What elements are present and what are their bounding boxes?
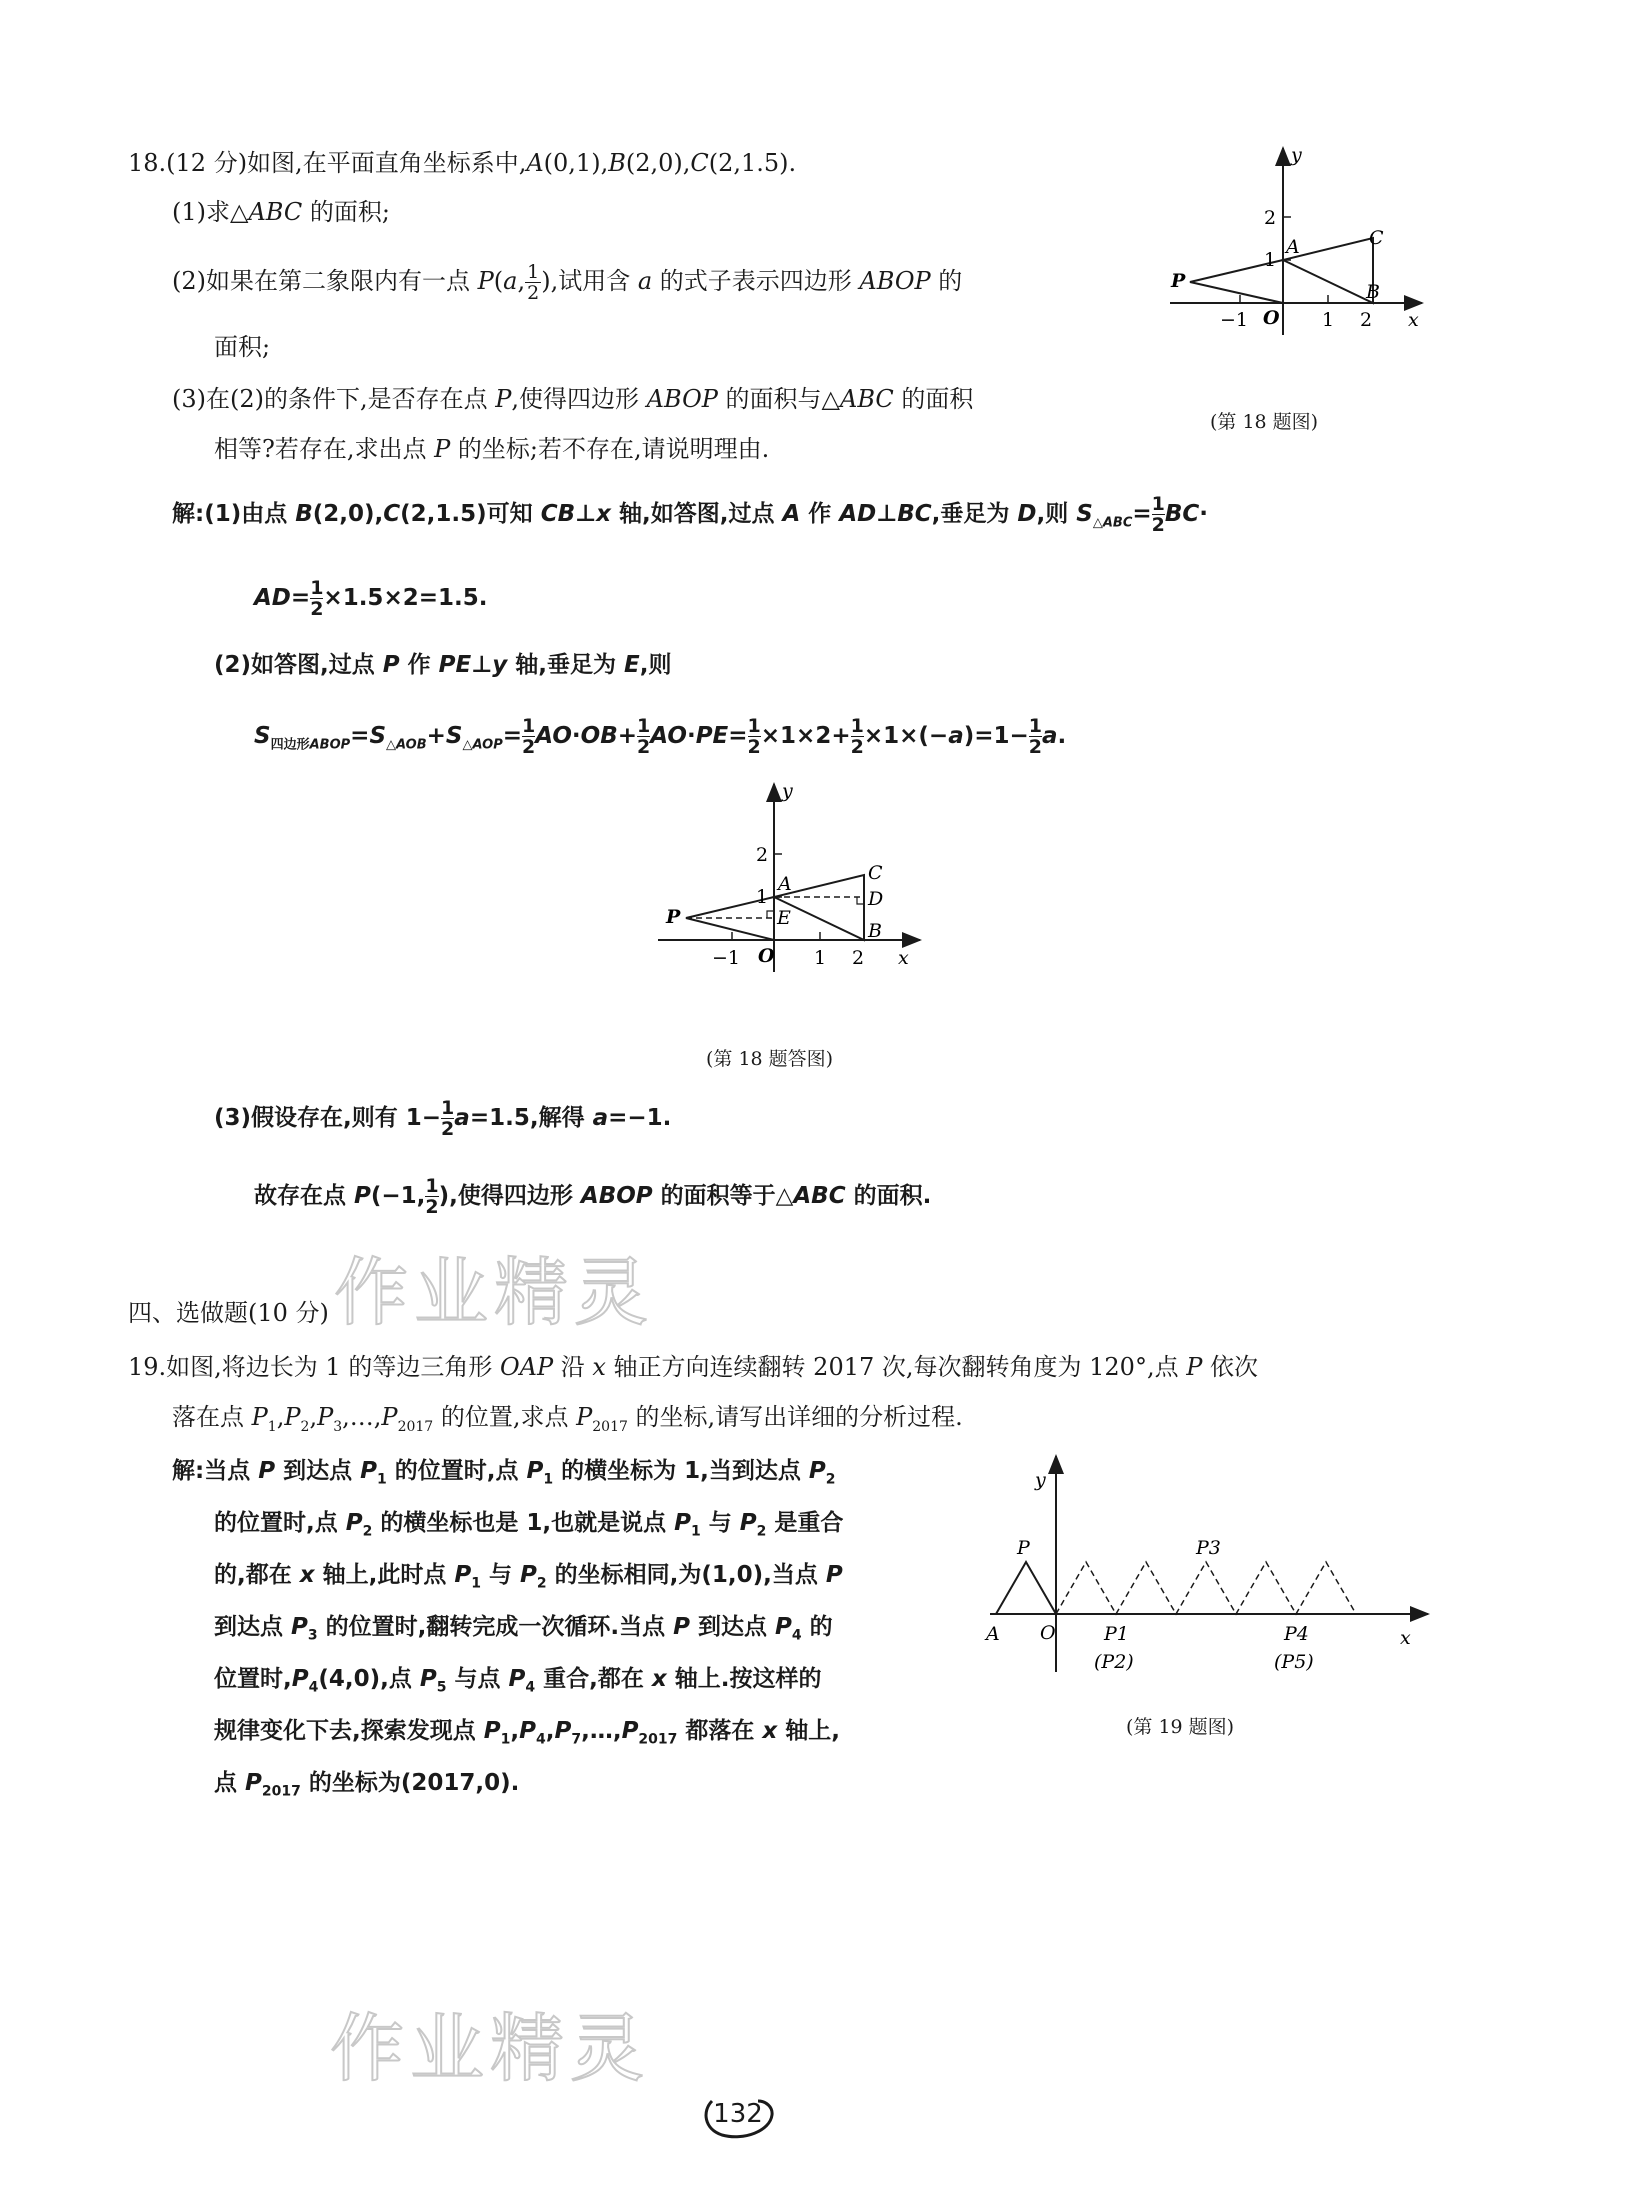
q18-sub2a: (2)如果在第二象限内有一点 P(a, $\frac{1}{2}$ ),试用含 a 的式子表示四边形 ABOP 的 [172,261,963,304]
fig18-tick-x2: 2 [1360,309,1373,331]
q19-sol-6: 规律变化下去,探索发现点 $P_1,P_4,P_7,\dots,P_{2017}$ 都落在 x 轴上, [214,1718,840,1748]
q19-sol-7: 点 $P_{2017}$ 的坐标为(2017,0). [214,1770,520,1800]
q18-sub2b: 面积; [214,333,271,361]
fig19-o: O [1040,1622,1056,1644]
fig18a-e: E [777,907,791,929]
fig18a-tick-y2: 2 [756,844,769,866]
fig18a-c: C [868,862,883,884]
q19-stem1: 19.如图,将边长为 1 的等边三角形 OAP 沿 x 轴正方向连续翻转 2017 次,每次翻转角度为 120°,点 P 依次 [128,1353,1259,1381]
q18-sub1: (1)求△ABC 的面积; [172,198,390,226]
figure-18 [1160,140,1440,340]
fig18a-tick-x1: 1 [814,947,827,969]
fig18-caption: (第 18 题图) [1210,411,1319,433]
fig18-b: B [1366,281,1380,303]
q19-sol-4: 到达点 $P_3$ 的位置时,翻转完成一次循环.当点 P 到达点 $P_4$ 的 [214,1614,833,1644]
fig18-p: P [1171,270,1186,292]
fig18-tick-x1: 1 [1322,309,1335,331]
section4-title: 四、选做题(10 分) [128,1299,329,1327]
q18-sub3a: (3)在(2)的条件下,是否存在点 P,使得四边形 ABOP 的面积与△ABC 的面积 [172,385,974,413]
fig18a-d: D [868,888,884,910]
fig18a-o: O [758,945,775,967]
q19-sol-2: 的位置时,点 $P_2$ 的横坐标也是 1,也就是说点 $P_1$ 与 $P_2$ 是重合 [214,1510,844,1540]
fig18a-tick-x2: 2 [852,947,865,969]
fig19-caption: (第 19 题图) [1126,1716,1235,1738]
q18-sol2b: $S_{四边形ABOP}=S_{\triangle AOB}+S_{\triangle AOP}=$ $\frac{1}{2}$ AO·OB+ $\frac{1}{2}$ AO·PE= $\frac{1}{2}$ ×1×2+ $\frac{1}{2}$ ×1×(−a)=1− $\frac{1}{2}$ a. [254,715,1067,758]
fig18a-p: P [666,906,681,928]
figure-18-answer [650,776,930,976]
fig18a-x: x [898,947,909,969]
q19-stem2: 落在点 $P_1,P_2,P_3,\dots,P_{2017}$ 的位置,求点 $P_{2017}$ 的坐标,请写出详细的分析过程. [172,1403,963,1435]
q18-sol1b: AD= $\frac{1}{2}$ ×1.5×2=1.5. [254,577,488,620]
watermark-bottom: 作业精灵 [330,2006,650,2092]
fig18a-tick-xm1: −1 [712,947,741,969]
fig19-p5: (P5) [1274,1651,1314,1673]
fig19-x: x [1400,1627,1411,1649]
q18-sol3b: 故存在点 P(−1, $\frac{1}{2}$ ),使得四边形 ABOP 的面积等于△ABC 的面积. [254,1175,932,1218]
fig18a-y: y [782,780,793,802]
fig18-o: O [1263,307,1280,329]
q19-sol-5: 位置时$,P_4(4,0)$,点 $P_5$ 与点 $P_4$ 重合,都在 x 轴上.按这样的 [214,1666,822,1696]
fig19-p1: P1 [1104,1623,1129,1645]
fig19-p3: P3 [1196,1537,1221,1559]
fig18-tick-xm1: −1 [1220,309,1249,331]
fig19-p: P [1017,1537,1030,1559]
q18-sol2a: (2)如答图,过点 P 作 PE⊥y 轴,垂足为 E,则 [214,652,672,678]
q18-sol1a: 解:(1)由点 B(2,0),C(2,1.5)可知 CB⊥x 轴,如答图,过点 A 作 AD⊥BC,垂足为 D,则 $S_{\triangle ABC}=$ $\frac{1}{2}$ BC· [172,493,1209,536]
fig19-a: A [986,1623,1000,1645]
page-number: 132 [713,2099,763,2129]
q19-sol-1: 解:当点 P 到达点 $P_1$ 的位置时,点 $P_1$ 的横坐标为 1,当到达点 $P_2$ [172,1458,836,1488]
figure-19 [980,1450,1440,1690]
watermark-middle: 作业精灵 [334,1250,654,1336]
fig18a-tick-y1: 1 [756,886,769,908]
fig19-p2: (P2) [1094,1651,1134,1673]
fig18-tick-y2: 2 [1264,207,1277,229]
q18-sol3a: (3)假设存在,则有 1− $\frac{1}{2}$ a=1.5,解得 a=−1. [214,1097,672,1140]
fig18a-a: A [778,873,792,895]
fig18-x: x [1408,309,1419,331]
fig19-y: y [1035,1469,1046,1491]
q19-sol-3: 的,都在 x 轴上,此时点 $P_1$ 与 $P_2$ 的坐标相同,为(1,0),当点 P [214,1562,843,1592]
fig18-a: A [1286,236,1300,258]
fig18-answer-caption: (第 18 题答图) [706,1048,834,1070]
q18-sub3b: 相等?若存在,求出点 P 的坐标;若不存在,请说明理由. [214,435,770,463]
fig18-y: y [1291,144,1302,166]
fig18-tick-y1: 1 [1264,249,1277,271]
fig18-c: C [1369,227,1384,249]
q18-stem: 18.(12 分)如图,在平面直角坐标系中,A(0,1),B(2,0),C(2,1.5). [128,149,797,177]
fig18a-b: B [868,920,882,942]
fig19-p4: P4 [1284,1623,1309,1645]
